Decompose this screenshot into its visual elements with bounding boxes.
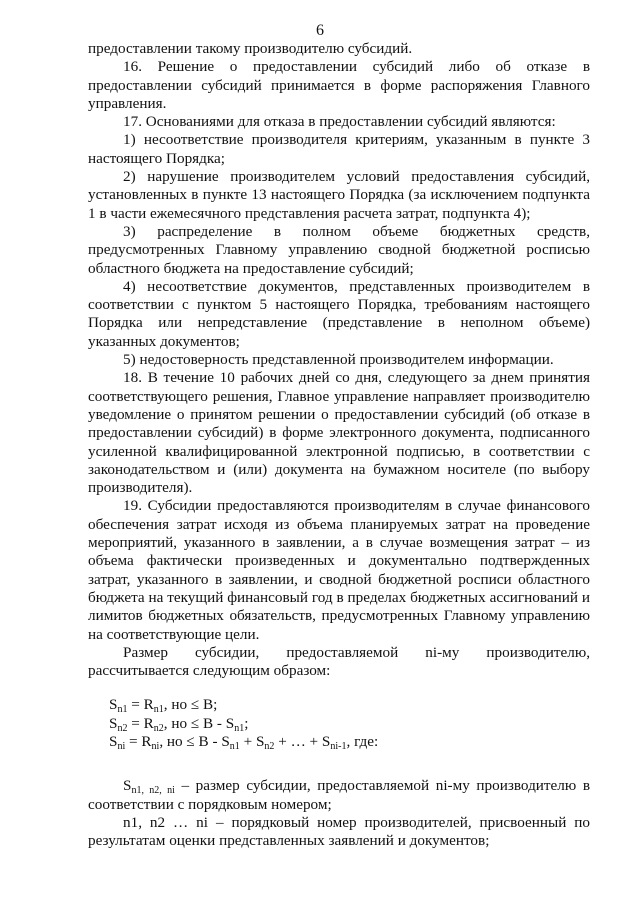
definition-subsidy-size: $S_{n1, n2, ni}$ – размер субсидии, предоставляемой ni-му производителю в соответствии с порядковым номером; (88, 777, 591, 813)
formula-block (109, 696, 590, 751)
spacer (88, 751, 590, 777)
definition-serial-number: n1, n2 … ni – порядковый номер производителей, присвоенный по результатам оценки представленных заявлений и документов; (88, 813, 590, 850)
paragraph-16: 16. Решение о предоставлении субсидий либо об отказе в предоставлении субсидий принимается в форме распоряжения Главного управления. (88, 58, 590, 112)
page-number: 6 (316, 22, 324, 39)
paragraph-19-subsidy-size: Размер субсидии, предоставляемой ni-му производителю, рассчитывается следующим образом: (88, 643, 590, 680)
formula-line-3: $S_{ni} = R_{ni}$, но ≤ $B - S_{n1} + S_{n2}$ + … + $S_{ni-1}$, где: (109, 732, 379, 752)
paragraph-17-item-4: 4) несоответствие документов, представленных производителем в соответствии с пунктом 5 настоящего Порядка, требованиям настоящего Порядка или непредставление (представление в неполном объеме) указанных документов; (88, 277, 590, 350)
paragraph-17-item-3: 3) распределение в полном объеме бюджетных средств, предусмотренных Главному управлению сводной бюджетной росписью областного бюджета на предоставление субсидий; (88, 222, 590, 277)
paragraph-17: 17. Основаниями для отказа в предоставлении субсидий являются: (123, 113, 556, 131)
paragraph-17-item-2: 2) нарушение производителем условий предоставления субсидий, установленных в пункте 13 настоящего Порядка (за исключением подпункта 1 в части ежемесячного представления расчета затрат, подпункта 4); (88, 168, 590, 222)
paragraph-18: 18. В течение 10 рабочих дней со дня, следующего за днем принятия соответствующего решения, Главное управление направляет производителю уведомление о принятом решении о предоставлении субсидий (об отказе в предоставлении субсидий) в форме электронного документа, подписанного усиленной квалифицированной электронной подписью, в соответствии с законодательством и (или) документа на бумажном носителе (по выбору производителя). (88, 369, 590, 497)
formula-line-2: $S_{n2} = R_{n2}$, но ≤ B - $S_{n1}$; (109, 714, 249, 734)
formula-line-1: $S_{n1} = R_{n1}$, но ≤ B; (109, 696, 218, 716)
paragraph-17-item-5: 5) недостоверность представленной производителем информации. (123, 351, 554, 369)
document-body (88, 40, 590, 850)
paragraph-19: 19. Субсидии предоставляются производителям в случае финансового обеспечения затрат исходя из объема планируемых затрат на проведение мероприятий, указанного в заявлении, а в случае возмещения затрат – из объема фактически произведенных и документально подтвержденных затрат, указанного в заявлении, и сводной бюджетной росписи областного бюджета на текущий финансовый год в пределах бюджетных ассигнований и лимитов бюджетных обязательств, предусмотренных Главному управлению на соответствующие цели. (88, 497, 590, 643)
paragraph-continuation: предоставлении такому производителю субсидий. (88, 40, 413, 57)
paragraph-17-item-1: 1) несоответствие производителя критериям, указанным в пункте 3 настоящего Порядка; (88, 131, 590, 167)
